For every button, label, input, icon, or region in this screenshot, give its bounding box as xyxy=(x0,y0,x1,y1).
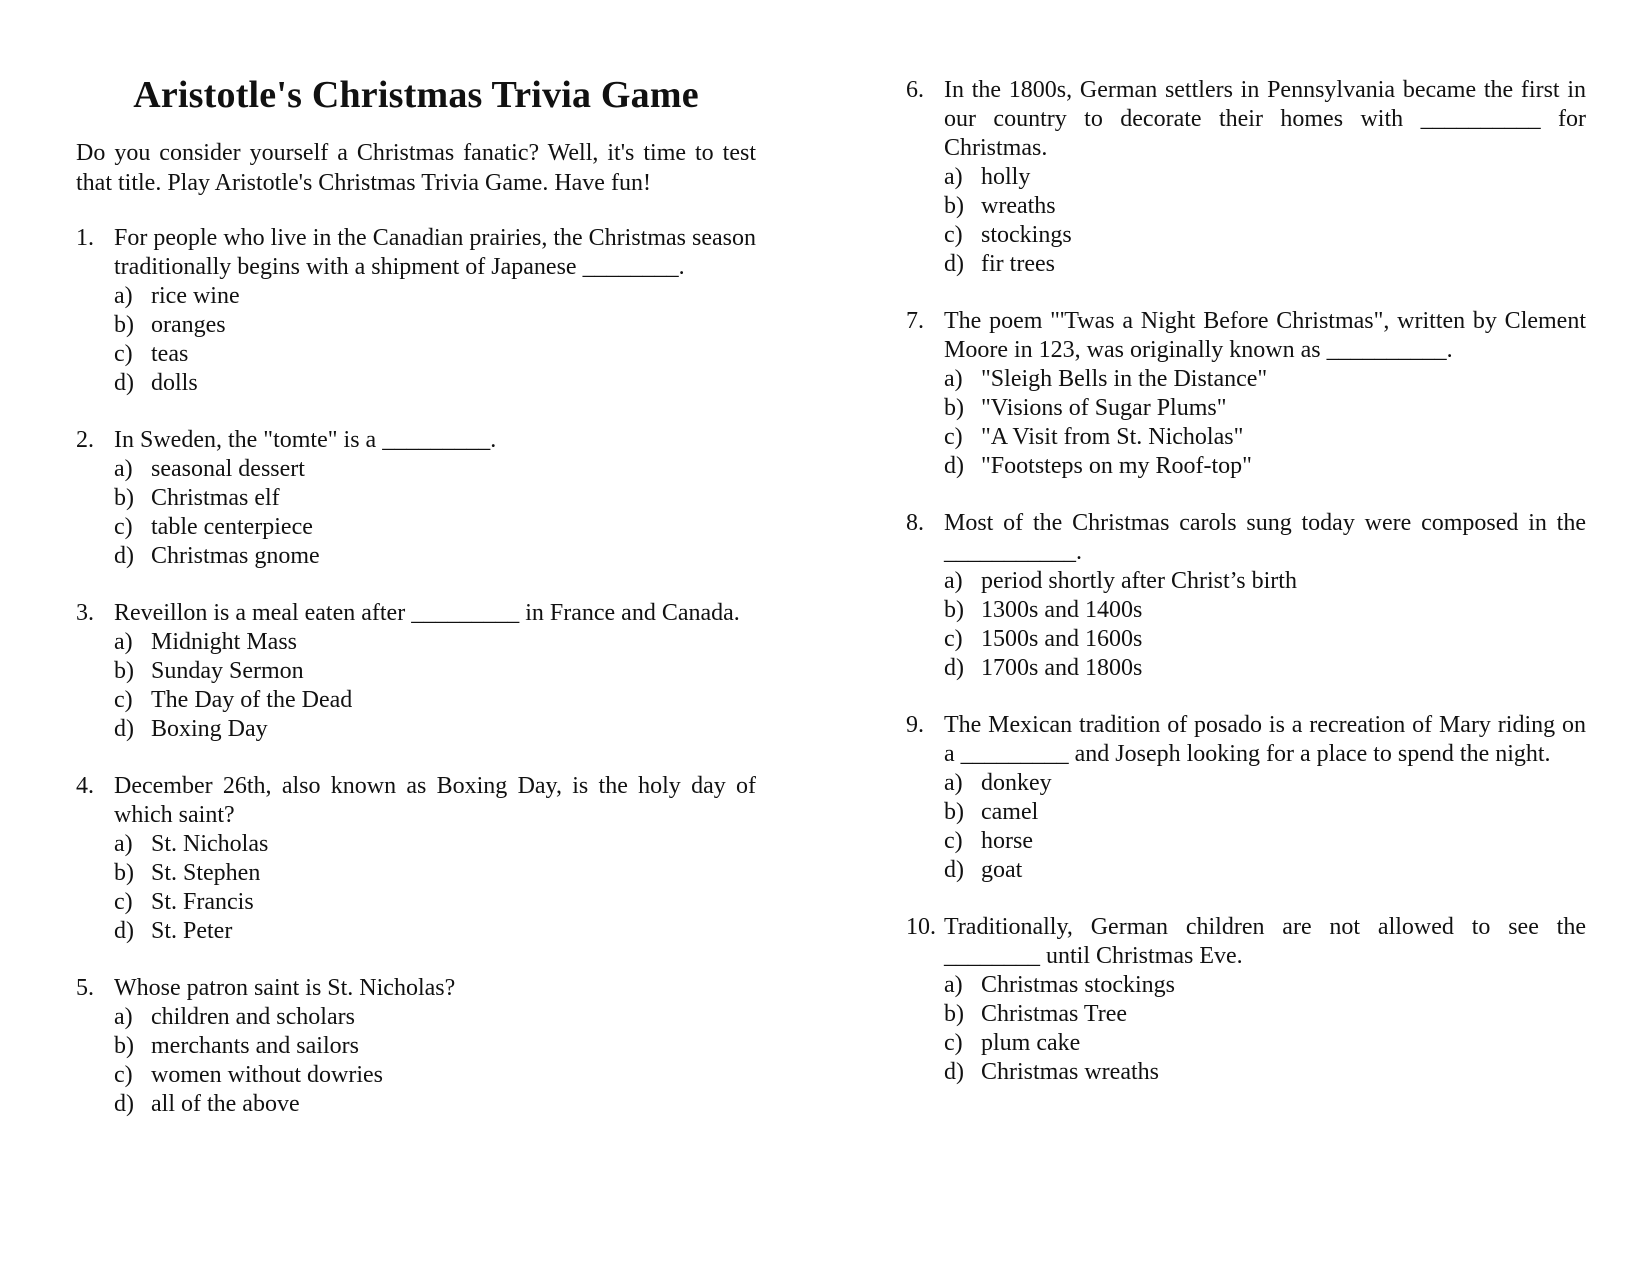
question-number: 10. xyxy=(906,914,936,940)
option-text: dolls xyxy=(151,370,198,396)
option-a xyxy=(114,628,756,657)
right-column xyxy=(906,76,1586,1115)
option-text: wreaths xyxy=(981,193,1056,219)
option-list xyxy=(944,971,1586,1087)
option-text: "A Visit from St. Nicholas" xyxy=(981,424,1244,450)
option-text: St. Francis xyxy=(151,889,254,915)
option-letter: a) xyxy=(114,831,133,857)
option-text: merchants and sailors xyxy=(151,1033,359,1059)
intro-paragraph: Do you consider yourself a Christmas fanatic? Well, it's time to test that title. Play Aristotle's Christmas Trivia Game. Have fun! xyxy=(76,140,756,196)
question-6 xyxy=(906,76,1586,279)
option-a xyxy=(114,282,756,311)
option-letter: c) xyxy=(944,424,963,450)
option-text: Midnight Mass xyxy=(151,629,298,655)
option-letter: b) xyxy=(114,312,134,338)
option-b xyxy=(114,657,756,686)
question-number: 5. xyxy=(76,975,94,1001)
option-list xyxy=(114,282,756,398)
option-text: Christmas gnome xyxy=(151,543,320,569)
option-list xyxy=(944,567,1586,683)
option-text: Christmas elf xyxy=(151,485,280,511)
question-number: 8. xyxy=(906,510,924,536)
option-letter: d) xyxy=(114,716,134,742)
option-c xyxy=(944,625,1586,654)
question-9 xyxy=(906,711,1586,885)
option-text: plum cake xyxy=(981,1030,1081,1056)
option-a xyxy=(114,830,756,859)
option-letter: c) xyxy=(114,889,133,915)
option-c xyxy=(114,1061,756,1090)
option-text: rice wine xyxy=(151,283,240,309)
option-text: "Visions of Sugar Plums" xyxy=(981,395,1227,421)
option-text: St. Nicholas xyxy=(151,831,269,857)
option-text: St. Peter xyxy=(151,918,233,944)
option-text: teas xyxy=(151,341,189,367)
option-text: fir trees xyxy=(981,251,1055,277)
question-1 xyxy=(76,224,756,398)
option-letter: d) xyxy=(944,1059,964,1085)
option-c xyxy=(114,686,756,715)
option-c xyxy=(114,513,756,542)
option-b xyxy=(944,596,1586,625)
option-text: seasonal dessert xyxy=(151,456,305,482)
option-c xyxy=(114,340,756,369)
option-list xyxy=(944,365,1586,481)
option-text: "Sleigh Bells in the Distance" xyxy=(981,366,1268,392)
option-letter: d) xyxy=(944,453,964,479)
question-10 xyxy=(906,913,1586,1087)
option-text: 1700s and 1800s xyxy=(981,655,1143,681)
option-letter: c) xyxy=(114,514,133,540)
option-text: 1300s and 1400s xyxy=(981,597,1143,623)
option-letter: c) xyxy=(944,1030,963,1056)
option-d xyxy=(114,542,756,571)
question-number: 4. xyxy=(76,773,94,799)
option-text: goat xyxy=(981,857,1023,883)
option-text: "Footsteps on my Roof-top" xyxy=(981,453,1252,479)
option-letter: a) xyxy=(944,972,963,998)
option-letter: a) xyxy=(114,1004,133,1030)
option-a xyxy=(944,365,1586,394)
option-text: stockings xyxy=(981,222,1072,248)
option-letter: b) xyxy=(114,1033,134,1059)
option-a xyxy=(114,455,756,484)
option-letter: c) xyxy=(114,1062,133,1088)
option-d xyxy=(944,452,1586,481)
question-text: For people who live in the Canadian prairies, the Christmas season traditionally begins with a shipment of Japanese ________. xyxy=(114,225,756,280)
option-letter: b) xyxy=(944,799,964,825)
option-letter: b) xyxy=(944,193,964,219)
option-letter: b) xyxy=(114,860,134,886)
option-letter: b) xyxy=(944,395,964,421)
option-letter: a) xyxy=(944,770,963,796)
option-b xyxy=(944,394,1586,423)
option-letter: d) xyxy=(114,370,134,396)
option-text: Christmas wreaths xyxy=(981,1059,1159,1085)
option-c xyxy=(114,888,756,917)
option-text: holly xyxy=(981,164,1031,190)
option-text: Boxing Day xyxy=(151,716,268,742)
option-list xyxy=(944,769,1586,885)
option-letter: a) xyxy=(114,283,133,309)
option-b xyxy=(944,192,1586,221)
question-text: In Sweden, the "tomte" is a _________. xyxy=(114,427,497,453)
option-b xyxy=(114,859,756,888)
option-letter: c) xyxy=(944,222,963,248)
option-text: all of the above xyxy=(151,1091,300,1117)
option-b xyxy=(114,1032,756,1061)
option-d xyxy=(944,654,1586,683)
option-letter: c) xyxy=(114,687,133,713)
option-text: Christmas stockings xyxy=(981,972,1176,998)
option-letter: b) xyxy=(944,1001,964,1027)
question-text: The Mexican tradition of posado is a recreation of Mary riding on a _________ and Joseph looking for a place to spend the night. xyxy=(944,712,1586,767)
option-letter: c) xyxy=(944,626,963,652)
option-letter: a) xyxy=(114,456,133,482)
option-letter: d) xyxy=(114,1091,134,1117)
option-letter: d) xyxy=(944,857,964,883)
option-d xyxy=(944,250,1586,279)
option-text: children and scholars xyxy=(151,1004,355,1030)
option-text: donkey xyxy=(981,770,1052,796)
option-b xyxy=(944,798,1586,827)
option-text: The Day of the Dead xyxy=(151,687,353,713)
question-4 xyxy=(76,772,756,946)
option-c xyxy=(944,423,1586,452)
question-number: 7. xyxy=(906,308,924,334)
option-c xyxy=(944,827,1586,856)
question-7 xyxy=(906,307,1586,481)
question-number: 3. xyxy=(76,600,94,626)
option-text: Sunday Sermon xyxy=(151,658,304,684)
option-text: women without dowries xyxy=(151,1062,383,1088)
option-text: table centerpiece xyxy=(151,514,313,540)
option-list xyxy=(944,163,1586,279)
option-letter: b) xyxy=(114,485,134,511)
option-d xyxy=(944,856,1586,885)
option-list xyxy=(114,628,756,744)
question-3 xyxy=(76,599,756,744)
option-letter: c) xyxy=(944,828,963,854)
option-a xyxy=(944,163,1586,192)
option-letter: b) xyxy=(944,597,964,623)
question-text: December 26th, also known as Boxing Day, is the holy day of which saint? xyxy=(114,773,756,828)
option-list xyxy=(114,455,756,571)
option-d xyxy=(114,1090,756,1119)
question-number: 6. xyxy=(906,77,924,103)
option-b xyxy=(114,484,756,513)
option-letter: a) xyxy=(114,629,133,655)
question-text: Whose patron saint is St. Nicholas? xyxy=(114,975,456,1001)
question-text: Most of the Christmas carols sung today were composed in the ___________. xyxy=(944,510,1586,565)
option-text: St. Stephen xyxy=(151,860,261,886)
question-8 xyxy=(906,509,1586,683)
option-b xyxy=(114,311,756,340)
option-letter: d) xyxy=(114,918,134,944)
option-letter: d) xyxy=(944,655,964,681)
option-d xyxy=(114,369,756,398)
question-2 xyxy=(76,426,756,571)
question-5 xyxy=(76,974,756,1119)
left-column xyxy=(76,72,756,1147)
question-number: 9. xyxy=(906,712,924,738)
option-letter: c) xyxy=(114,341,133,367)
option-text: camel xyxy=(981,799,1039,825)
option-text: oranges xyxy=(151,312,226,338)
question-text: In the 1800s, German settlers in Pennsylvania became the first in our country to decorate their homes with __________ for Christmas. xyxy=(944,77,1586,161)
question-number: 2. xyxy=(76,427,94,453)
option-list xyxy=(114,830,756,946)
option-d xyxy=(114,715,756,744)
option-a xyxy=(944,769,1586,798)
option-list xyxy=(114,1003,756,1119)
option-d xyxy=(114,917,756,946)
option-text: horse xyxy=(981,828,1033,854)
option-text: 1500s and 1600s xyxy=(981,626,1143,652)
option-text: period shortly after Christ’s birth xyxy=(981,568,1297,594)
question-text: The poem "'Twas a Night Before Christmas", written by Clement Moore in 123, was originally known as __________. xyxy=(944,308,1586,363)
option-b xyxy=(944,1000,1586,1029)
question-number: 1. xyxy=(76,225,94,251)
option-letter: a) xyxy=(944,164,963,190)
option-text: Christmas Tree xyxy=(981,1001,1128,1027)
option-letter: b) xyxy=(114,658,134,684)
option-letter: a) xyxy=(944,568,963,594)
page-title: Aristotle's Christmas Trivia Game xyxy=(133,74,699,116)
option-letter: a) xyxy=(944,366,963,392)
option-c xyxy=(944,1029,1586,1058)
question-text: Reveillon is a meal eaten after _________ in France and Canada. xyxy=(114,600,740,626)
question-text: Traditionally, German children are not allowed to see the ________ until Christmas Eve. xyxy=(944,914,1586,969)
option-a xyxy=(944,971,1586,1000)
option-a xyxy=(944,567,1586,596)
option-d xyxy=(944,1058,1586,1087)
option-c xyxy=(944,221,1586,250)
option-letter: d) xyxy=(944,251,964,277)
option-a xyxy=(114,1003,756,1032)
option-letter: d) xyxy=(114,543,134,569)
